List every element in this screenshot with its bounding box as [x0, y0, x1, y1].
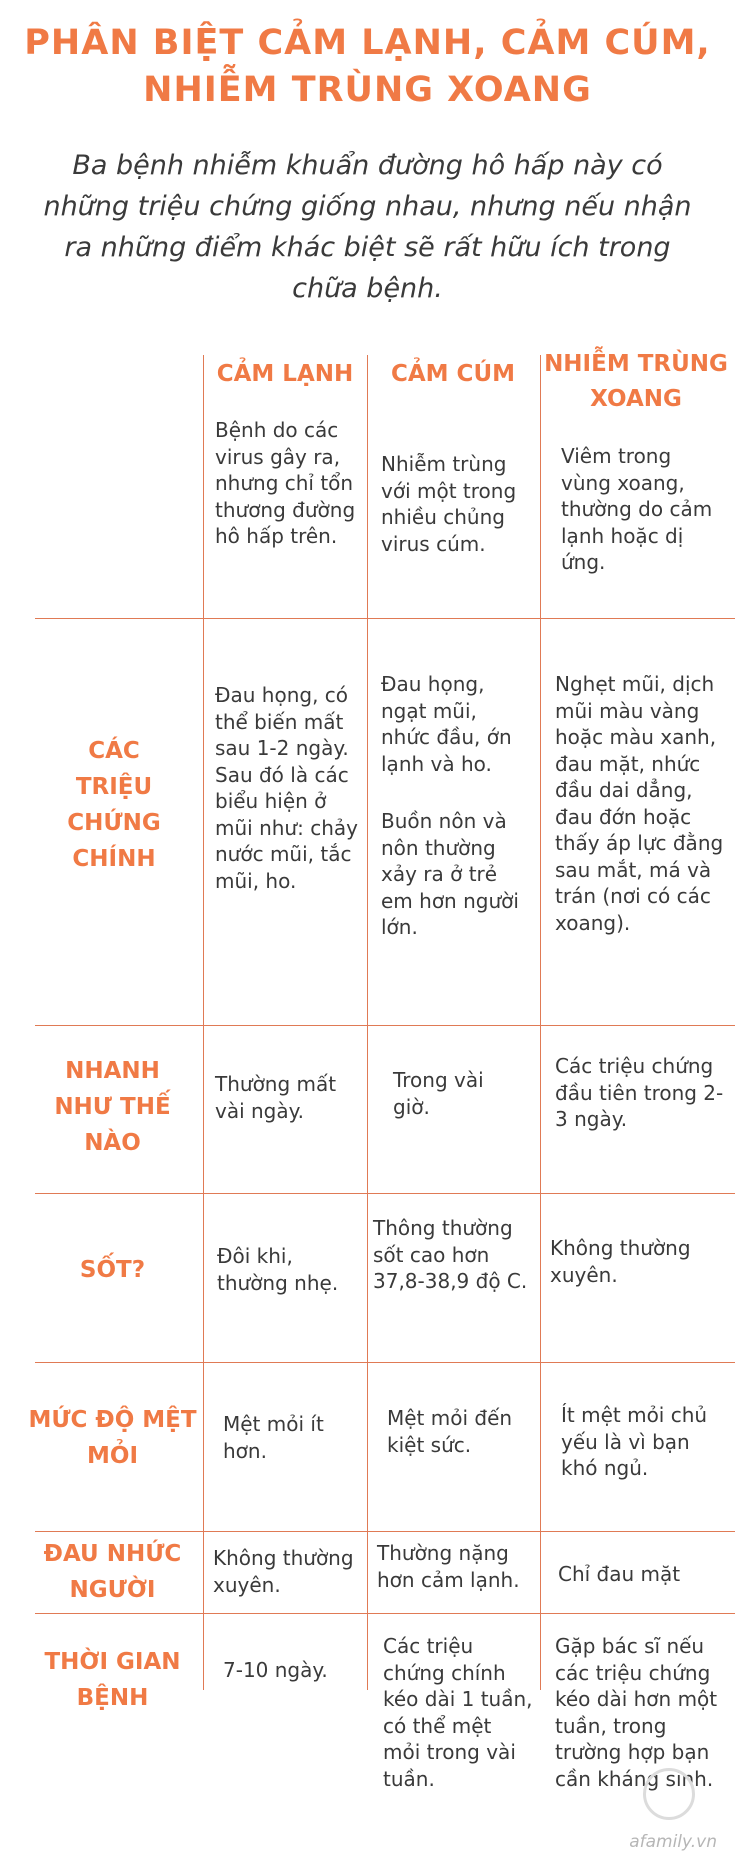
symptoms-flu-extra: Buồn nôn và nôn thường xảy ra ở trẻ em hơn người lớn.: [381, 809, 519, 939]
speed-flu: Trong vài giờ.: [393, 1068, 484, 1119]
symptoms-sinus: Nghẹt mũi, dịch mũi màu vàng hoặc màu xanh, đau mặt, nhức đầu dai dẳng, đau đớn hoặc thấy áp lực đằng sau mắt, má và trán (nơi có các xoang).: [555, 672, 724, 935]
aches-sinus: Chỉ đau mặt: [558, 1562, 681, 1586]
definition-sinus: Viêm trong vùng xoang, thường do cảm lạnh hoặc dị ứng.: [561, 444, 713, 574]
column-header-flu: CẢM CÚM: [390, 361, 516, 387]
row-divider-1: [35, 618, 735, 619]
aches-cold: Không thường xuyên.: [213, 1546, 354, 1597]
symptoms-flu: Đau họng, ngạt mũi, nhức đầu, ớn lạnh và ho.: [381, 672, 512, 776]
fatigue-sinus: Ít mệt mỏi chủ yếu là vì bạn khó ngủ.: [561, 1403, 708, 1480]
row-label-duration: THỜI GIAN BỆNH: [44, 1649, 181, 1711]
row-label-fatigue: MỨC ĐỘ MỆT MỎI: [28, 1407, 197, 1469]
column-divider-3: [540, 355, 541, 1690]
duration-flu: Các triệu chứng chính kéo dài 1 tuần, có thể mệt mỏi trong vài tuần.: [383, 1634, 533, 1791]
aches-flu: Thường nặng hơn cảm lạnh.: [377, 1541, 520, 1592]
column-divider-2: [367, 355, 368, 1690]
row-divider-3: [35, 1193, 735, 1194]
definition-flu: Nhiễm trùng với một trong nhiều chủng virus cúm.: [381, 452, 517, 556]
speed-sinus: Các triệu chứng đầu tiên trong 2-3 ngày.: [555, 1054, 724, 1131]
symptoms-cold: Đau họng, có thể biến mất sau 1-2 ngày. Sau đó là các biểu hiện ở mũi như: chảy nước mũi, tắc mũi, ho.: [215, 683, 358, 893]
watermark-logo-icon: [643, 1768, 695, 1820]
row-divider-2: [35, 1025, 735, 1026]
row-divider-5: [35, 1531, 735, 1532]
row-label-main-symptoms: CÁC TRIỆU CHỨNG CHÍNH: [67, 738, 161, 872]
row-label-how-fast: NHANH NHƯ THẾ NÀO: [54, 1058, 171, 1156]
fever-sinus: Không thường xuyên.: [550, 1236, 691, 1287]
column-header-sinus: NHIỄM TRÙNG XOANG: [544, 351, 728, 412]
page-title-line-1: PHÂN BIỆT CẢM LẠNH, CẢM CÚM,: [24, 23, 711, 63]
intro-paragraph: Ba bệnh nhiễm khuẩn đường hô hấp này có những triệu chứng giống nhau, nhưng nếu nhận ra những điểm khác biệt sẽ rất hữu ích trong chữa bệnh.: [43, 150, 692, 304]
definition-cold: Bệnh do các virus gây ra, nhưng chỉ tổn thương đường hô hấp trên.: [215, 418, 356, 548]
row-label-body-aches: ĐAU NHỨC NGƯỜI: [43, 1541, 182, 1603]
fever-cold: Đôi khi, thường nhẹ.: [217, 1244, 339, 1295]
row-divider-4: [35, 1362, 735, 1363]
duration-cold: 7-10 ngày.: [223, 1658, 328, 1682]
row-label-fever: SỐT?: [79, 1257, 146, 1283]
fatigue-cold: Mệt mỏi ít hơn.: [223, 1412, 324, 1463]
fever-flu: Thông thường sốt cao hơn 37,8-38,9 độ C.: [373, 1216, 528, 1293]
page-title-line-2: NHIỄM TRÙNG XOANG: [143, 70, 592, 110]
column-header-cold: CẢM LẠNH: [216, 361, 354, 387]
column-divider-1: [203, 355, 204, 1690]
row-divider-6: [35, 1613, 735, 1614]
fatigue-flu: Mệt mỏi đến kiệt sức.: [387, 1406, 513, 1457]
duration-sinus: Gặp bác sĩ nếu các triệu chứng kéo dài hơn một tuần, trong trường hợp bạn cần kháng sinh.: [555, 1634, 718, 1791]
speed-cold: Thường mất vài ngày.: [215, 1072, 337, 1123]
watermark-text: afamily.vn: [629, 1832, 717, 1852]
